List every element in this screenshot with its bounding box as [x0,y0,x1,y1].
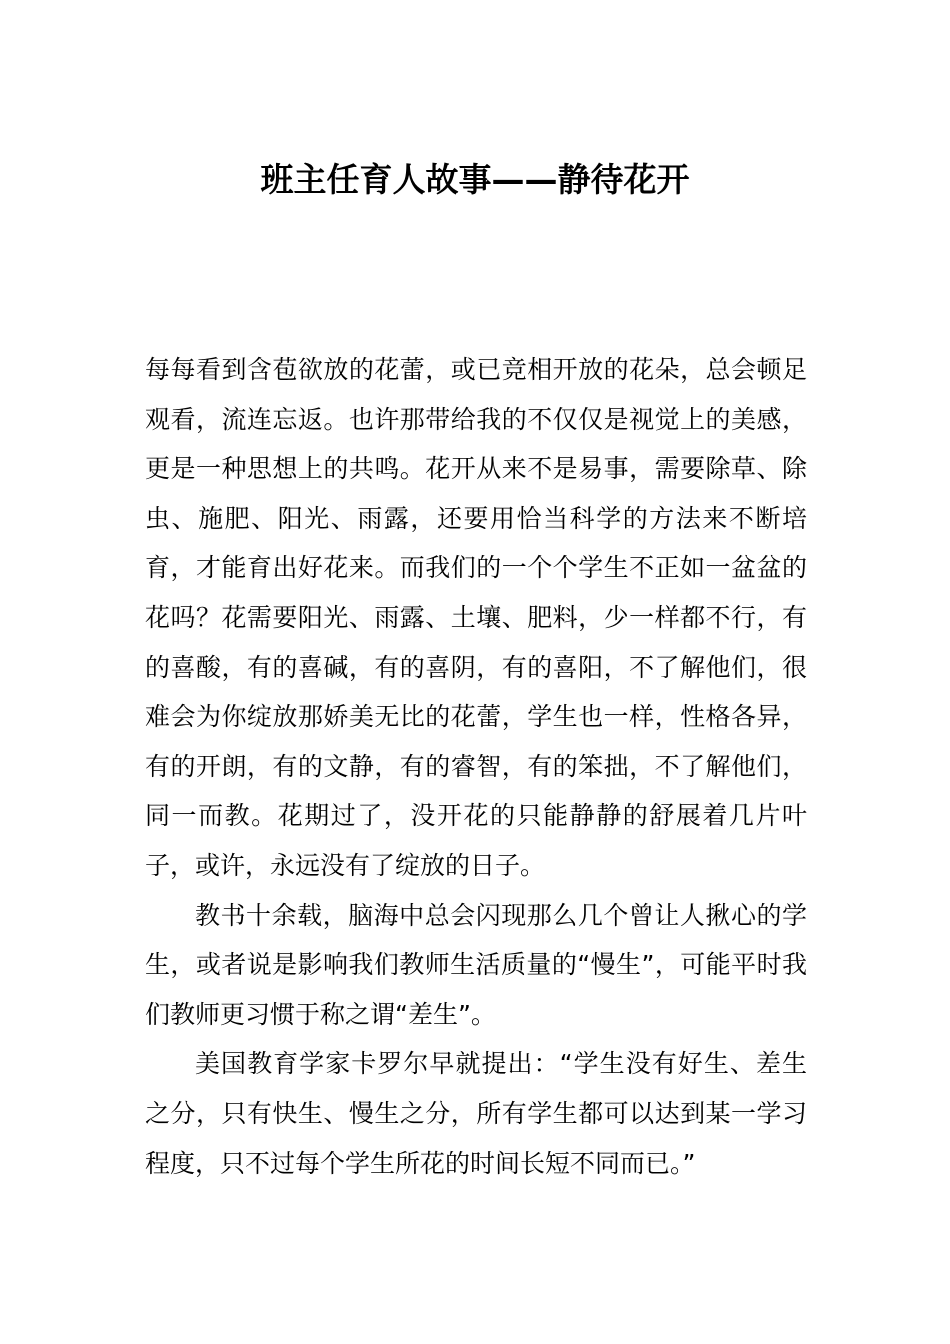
paragraph-1: 每每看到含苞欲放的花蕾，或已竞相开放的花朵，总会顿足观看，流连忘返。也许那带给我的不仅仅是视觉上的美感，更是一种思想上的共鸣。花开从来不是易事，需要除草、除虫、施肥、阳光、雨露，还要用恰当科学的方法来不断培育，才能育出好花来。而我们的一个个学生不正如一盆盆的花吗？花需要阳光、雨露、土壤、肥料，少一样都不行，有的喜酸，有的喜碱，有的喜阴，有的喜阳，不了解他们，很难会为你绽放那娇美无比的花蕾，学生也一样，性格各异，有的开朗，有的文静，有的睿智，有的笨拙，不了解他们，同一而教。花期过了，没开花的只能静静的舒展着几片叶子，或许，永远没有了绽放的日子。 [145,355,807,880]
paragraph-2: 教书十余载，脑海中总会闪现那么几个曾让人揪心的学生，或者说是影响我们教师生活质量的“慢生”，可能平时我们教师更习惯于称之谓“差生”。 [145,900,807,1029]
document-body [145,345,807,1188]
document-title: 班主任育人故事——静待花开 [260,160,690,199]
paragraph-3: 美国教育学家卡罗尔早就提出：“学生没有好生、差生之分，只有快生、慢生之分，所有学生都可以达到某一学习程度，只不过每个学生所花的时间长短不同而已。” [145,1049,807,1178]
